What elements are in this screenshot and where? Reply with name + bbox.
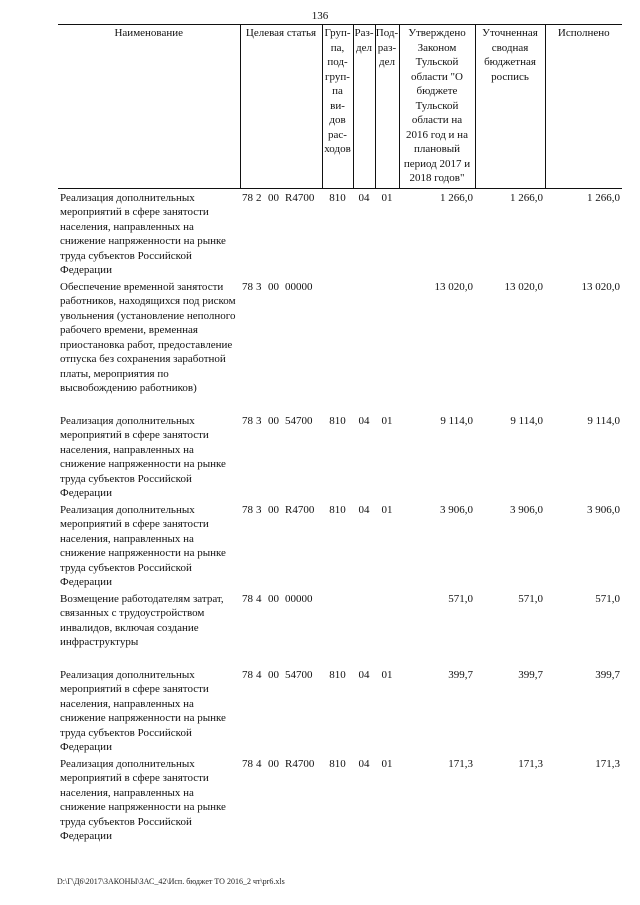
row-section: 04: [358, 503, 370, 516]
header-expense-group: [322, 25, 353, 189]
row-target-article: [240, 590, 322, 650]
spacer-cell: [58, 396, 622, 412]
spacer-row: [58, 396, 622, 412]
row-expense-group: 810: [329, 757, 346, 770]
table-row: [58, 501, 622, 590]
target-article-part: 54700: [285, 668, 313, 681]
target-article-part: 00: [268, 503, 279, 516]
target-article-part: 00: [268, 757, 279, 770]
header-target-article: Целевая статья: [240, 25, 322, 189]
file-path-footer: D:\Г\Д6\2017\ЗАКОНЫ\ЗАС_42\Исп. бюджет ТО 2016_2 чт\pr6.xls: [57, 877, 285, 886]
target-article-part: 00: [268, 668, 279, 681]
row-section: [353, 590, 375, 650]
row-name: Реализация дополнительных мероприятий в сфере занятости населения, направленных на снижение напряженности на рынке труда субъектов Российской Федерации: [60, 757, 226, 842]
row-subsection: 01: [381, 668, 393, 681]
header-section: [353, 25, 375, 189]
row-target-article: [240, 278, 322, 396]
target-article-part: R4700: [285, 503, 315, 516]
row-approved: 9 114,0: [440, 414, 473, 427]
row-section: 04: [358, 191, 370, 204]
table-row: [58, 412, 622, 501]
row-refined: 3 906,0: [510, 503, 543, 516]
row-target-article: [240, 755, 322, 844]
row-section: 04: [358, 414, 370, 427]
row-executed: 1 266,0: [587, 191, 620, 204]
row-executed: 399,7: [595, 668, 620, 681]
row-approved: 13 020,0: [434, 280, 473, 293]
target-article-part: 4: [256, 757, 262, 770]
row-subsection: 01: [381, 757, 393, 770]
target-article-part: 78: [242, 757, 253, 770]
target-article-part: R4700: [285, 757, 315, 770]
row-subsection: 01: [381, 414, 393, 427]
target-article-part: 54700: [285, 414, 313, 427]
table-row: [58, 278, 622, 396]
row-name: Возмещение работодателям затрат, связанных с трудоустройством инвалидов, включая создание инфраструктуры: [60, 592, 224, 648]
row-executed: 571,0: [595, 592, 620, 605]
row-expense-group: 810: [329, 668, 346, 681]
row-refined: 1 266,0: [510, 191, 543, 204]
row-refined: 571,0: [518, 592, 543, 605]
target-article-part: R4700: [285, 191, 315, 204]
row-name: Реализация дополнительных мероприятий в сфере занятости населения, направленных на снижение напряженности на рынке труда субъектов Российской Федерации: [60, 191, 226, 276]
target-article-part: 78: [242, 280, 253, 293]
header-refined: Уточненная сводная бюджетная роспись: [475, 25, 545, 189]
target-article-part: 78: [242, 414, 253, 427]
target-article-part: 00: [268, 280, 279, 293]
row-approved: 171,3: [448, 757, 473, 770]
row-target-article: [240, 666, 322, 755]
target-article-part: 3: [256, 414, 262, 427]
target-article-part: 00: [268, 414, 279, 427]
row-target-article: [240, 188, 322, 278]
row-approved: 1 266,0: [440, 191, 473, 204]
target-article-part: 3: [256, 280, 262, 293]
target-article-part: 00000: [285, 592, 313, 605]
row-section: 04: [358, 757, 370, 770]
target-article-part: 4: [256, 668, 262, 681]
row-name: Реализация дополнительных мероприятий в сфере занятости населения, направленных на снижение напряженности на рынке труда субъектов Российской Федерации: [60, 668, 226, 753]
row-subsection: [375, 590, 399, 650]
target-article-part: 78: [242, 668, 253, 681]
table-row: [58, 590, 622, 650]
row-executed: 171,3: [595, 757, 620, 770]
row-refined: 399,7: [518, 668, 543, 681]
header-expense-group-text: Груп- па, под- груп- па ви- дов рас- ходов: [324, 27, 351, 155]
row-approved: 399,7: [448, 668, 473, 681]
row-executed: 3 906,0: [587, 503, 620, 516]
header-approved: Утверждено Законом Тульской области "О бюджете Тульской области на 2016 год и на плановый период 2017 и 2018 годов": [399, 25, 475, 189]
header-subsection-text: Под- раз- дел: [375, 27, 399, 68]
header-name: Наименование: [58, 25, 240, 189]
row-target-article: [240, 412, 322, 501]
header-section-text: Раз- дел: [354, 27, 374, 54]
target-article-part: 00: [268, 191, 279, 204]
target-article-part: 78: [242, 592, 253, 605]
budget-table: [58, 24, 622, 844]
row-section: 04: [358, 668, 370, 681]
target-article-part: 00: [268, 592, 279, 605]
target-article-part: 4: [256, 592, 262, 605]
row-subsection: 01: [381, 191, 393, 204]
row-section: [353, 278, 375, 396]
row-refined: 13 020,0: [504, 280, 543, 293]
target-article-part: 00000: [285, 280, 313, 293]
row-target-article: [240, 501, 322, 590]
table-row: [58, 755, 622, 844]
row-name: Реализация дополнительных мероприятий в сфере занятости населения, направленных на снижение напряженности на рынке труда субъектов Российской Федерации: [60, 503, 226, 588]
row-subsection: 01: [381, 503, 393, 516]
table-header-row: [58, 25, 622, 189]
table-row: [58, 666, 622, 755]
table-body: [58, 188, 622, 844]
row-name: Реализация дополнительных мероприятий в сфере занятости населения, направленных на снижение напряженности на рынке труда субъектов Российской Федерации: [60, 414, 226, 499]
row-subsection: [375, 278, 399, 396]
target-article-part: 78: [242, 191, 253, 204]
row-expense-group: 810: [329, 503, 346, 516]
row-executed: 9 114,0: [587, 414, 620, 427]
spacer-cell: [58, 650, 622, 666]
row-executed: 13 020,0: [581, 280, 620, 293]
row-refined: 171,3: [518, 757, 543, 770]
target-article-part: 78: [242, 503, 253, 516]
page-number: 136: [311, 10, 329, 22]
row-refined: 9 114,0: [510, 414, 543, 427]
header-subsection: [375, 25, 399, 189]
header-executed: Исполнено: [545, 25, 622, 189]
row-name: Обеспечение временной занятости работников, находящихся под риском увольнения (установление неполного рабочего времени, временная приостановка работ, предоставление отпуска без сохранения заработной платы, мероприятия по высвобождению работников): [60, 280, 236, 394]
target-article-part: 2: [256, 191, 262, 204]
row-approved: 571,0: [448, 592, 473, 605]
row-expense-group: 810: [329, 191, 346, 204]
row-approved: 3 906,0: [440, 503, 473, 516]
target-article-part: 3: [256, 503, 262, 516]
spacer-row: [58, 650, 622, 666]
row-expense-group: [322, 278, 353, 396]
table-row: [58, 188, 622, 278]
row-expense-group: 810: [329, 414, 346, 427]
row-expense-group: [322, 590, 353, 650]
